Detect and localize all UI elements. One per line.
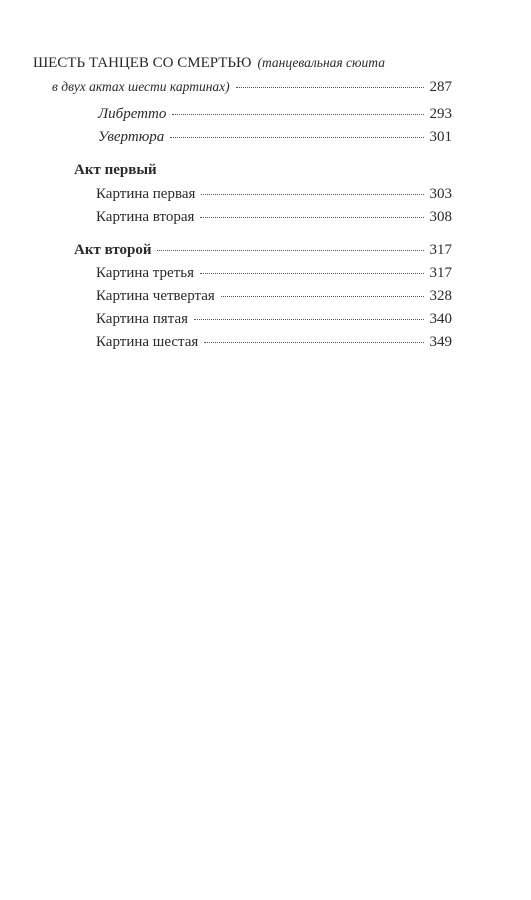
act-label: Акт первый xyxy=(74,162,157,178)
toc-entry-scene-4[interactable] xyxy=(96,287,452,305)
entry-label: Картина шестая xyxy=(96,334,199,350)
toc-entry-libretto[interactable] xyxy=(98,105,452,123)
page-number: 301 xyxy=(429,129,452,145)
entry-label: Либретто xyxy=(98,106,167,122)
leader-dots xyxy=(194,319,423,320)
page-number: 287 xyxy=(429,79,452,95)
entry-label: Картина первая xyxy=(96,186,196,202)
leader-dots xyxy=(221,296,424,297)
page-number: 308 xyxy=(429,209,452,225)
page-number: 340 xyxy=(429,311,452,327)
toc-entry-scene-5[interactable] xyxy=(96,310,452,328)
entry-label: Картина четвертая xyxy=(96,288,215,304)
entry-label: Увертюра xyxy=(98,129,165,145)
page-number: 349 xyxy=(429,334,452,350)
toc-entry-overture[interactable] xyxy=(98,128,452,146)
leader-dots xyxy=(200,217,423,218)
entry-label: Картина вторая xyxy=(96,209,195,225)
toc-entry-scene-2[interactable] xyxy=(96,208,452,226)
toc-entry-scene-6[interactable] xyxy=(96,333,452,351)
main-title-text: ШЕСТЬ ТАНЦЕВ СО СМЕРТЬЮ xyxy=(33,55,252,71)
leader-dots xyxy=(201,194,423,195)
page-number: 317 xyxy=(429,265,452,281)
leader-dots xyxy=(157,250,423,251)
leader-dots xyxy=(204,342,423,343)
toc-main-title xyxy=(33,54,385,72)
main-subtitle-line1: (танцевальная сюита xyxy=(257,55,385,70)
leader-dots xyxy=(172,114,423,115)
page-number: 303 xyxy=(429,186,452,202)
main-subtitle-line2: в двух актах шести картинах) xyxy=(52,79,230,94)
toc-act1-heading[interactable] xyxy=(74,161,157,179)
leader-dots xyxy=(236,87,424,88)
leader-dots xyxy=(200,273,424,274)
toc-act2-heading[interactable] xyxy=(74,241,452,259)
page-number: 317 xyxy=(429,242,452,258)
page-number: 328 xyxy=(429,288,452,304)
entry-label: Картина пятая xyxy=(96,311,189,327)
toc-main-entry[interactable] xyxy=(52,78,452,96)
act-label: Акт второй xyxy=(74,242,152,258)
toc-entry-scene-3[interactable] xyxy=(96,264,452,282)
page-number: 293 xyxy=(429,106,452,122)
entry-label: Картина третья xyxy=(96,265,194,281)
leader-dots xyxy=(170,137,423,138)
toc-entry-scene-1[interactable] xyxy=(96,185,452,203)
